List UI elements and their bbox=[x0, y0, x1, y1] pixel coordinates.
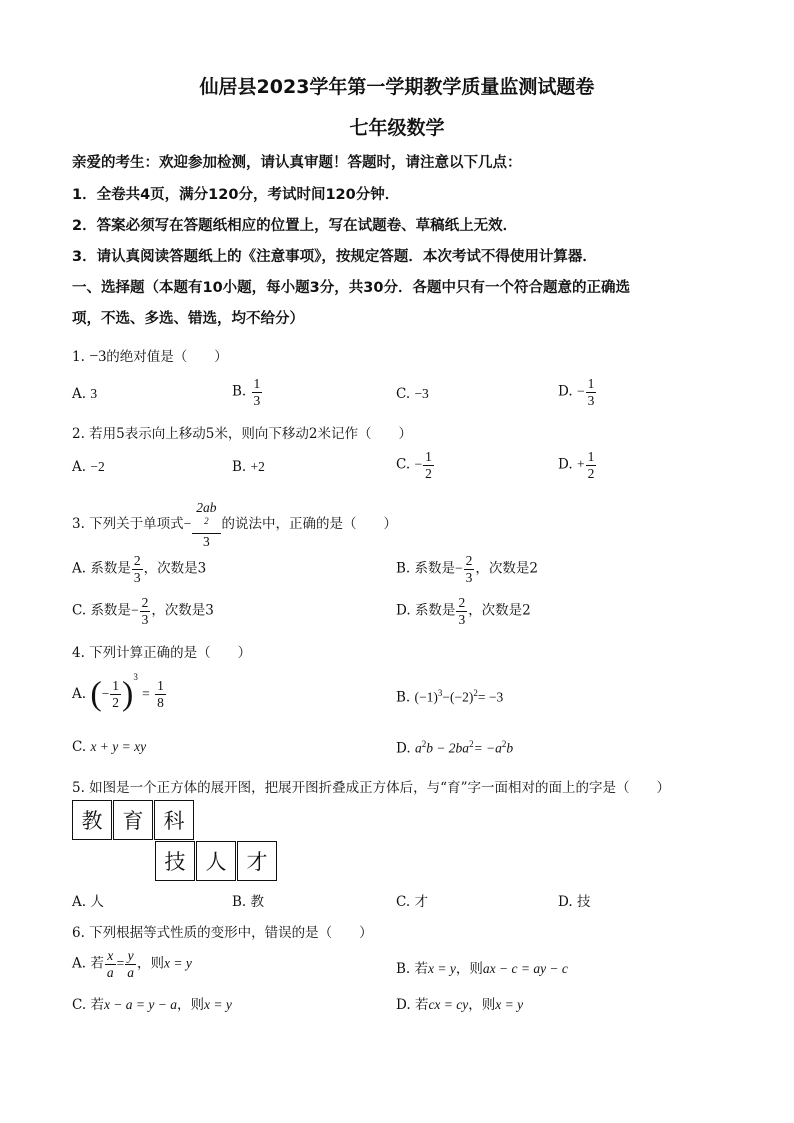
option-value: 才 bbox=[414, 894, 428, 910]
option-d: D. 若cx = cy，则x = y bbox=[396, 997, 524, 1013]
option-label: C. bbox=[396, 386, 411, 402]
question-2: 2. 若用5表示向上移动5米，则向下移动2米记作（ ） bbox=[72, 426, 412, 442]
option-d: D. 系数是 $\frac{2}{3}$ ，次数是2 bbox=[396, 595, 531, 627]
option-label: A. bbox=[72, 459, 87, 475]
option-value: 3 bbox=[90, 386, 98, 401]
fraction: $\frac{1}{3}$ bbox=[253, 376, 261, 408]
option-c: C. 系数是− $\frac{2}{3}$ ，次数是3 bbox=[72, 595, 214, 627]
question-3 bbox=[72, 500, 397, 549]
option-label: C. bbox=[72, 739, 87, 755]
option-label: B. bbox=[232, 459, 247, 475]
option-b bbox=[232, 459, 265, 475]
option-value: +2 bbox=[250, 459, 265, 474]
option-a bbox=[72, 890, 104, 910]
notice-item: 2．答案必须写在答题纸相应的位置上，写在试题卷、草稿纸上无效． bbox=[72, 218, 518, 234]
net-cell: 人 bbox=[196, 841, 236, 881]
option-c bbox=[396, 386, 429, 402]
net-cell: 科 bbox=[154, 800, 194, 840]
section-heading: 一、选择题（本题有10小题，每小题3分，共30分．各题中只有一个符合题意的正确选 bbox=[72, 280, 630, 296]
notice-item: 1．全卷共4页，满分120分，考试时间120分钟． bbox=[72, 187, 400, 203]
net-cell: 才 bbox=[237, 841, 277, 881]
option-a: A. (− $\frac{1}{2}$ )$^3$ = $\frac{1}{8}$ bbox=[72, 672, 164, 713]
question-number: 1. bbox=[72, 349, 85, 365]
question-4: 4. 下列计算正确的是（ ） bbox=[72, 645, 252, 661]
page-title: 仙居县2023学年第一学期教学质量监测试题卷 bbox=[199, 76, 595, 98]
option-d bbox=[558, 376, 597, 408]
net-cell: 育 bbox=[113, 800, 153, 840]
option-label: D. bbox=[558, 456, 573, 473]
question-5: 5. 如图是一个正方体的展开图，把展开图折叠成正方体后，与“育”字一面相对的面上的字是（ ） bbox=[72, 780, 670, 796]
option-b: B. 系数是− $\frac{2}{3}$ ，次数是2 bbox=[396, 553, 538, 585]
option-d bbox=[558, 890, 590, 910]
question-text: 的说法中，正确的是（ ） bbox=[221, 516, 398, 533]
fraction: $\frac{2}{3}$ bbox=[458, 595, 466, 627]
fraction: $\frac{2}{3}$ bbox=[465, 553, 473, 585]
option-a: A. 系数是 $\frac{2}{3}$ ，次数是3 bbox=[72, 553, 207, 585]
option-a bbox=[72, 459, 105, 475]
option-a: A. 若 $\frac{x}{a}$ = $\frac{y}{a}$ ，则x = y bbox=[72, 948, 192, 980]
option-label: B. bbox=[396, 961, 411, 977]
option-label: D. bbox=[396, 740, 411, 757]
option-c: C. x + y = xy bbox=[72, 739, 147, 755]
option-value: −2 bbox=[90, 459, 105, 474]
question-6: 6. 下列根据等式性质的变形中，错误的是（ ） bbox=[72, 925, 373, 941]
question-text: 3. 下列关于单项式 bbox=[72, 516, 184, 533]
option-value: −3 bbox=[414, 386, 429, 401]
fraction: $\frac{1}{2}$ bbox=[425, 449, 432, 481]
option-label: C. bbox=[72, 602, 87, 619]
math-expression: −3 bbox=[89, 348, 107, 365]
notice-intro: 亲爱的考生：欢迎参加检测，请认真审题！答题时，请注意以下几点： bbox=[72, 155, 522, 171]
sign: − bbox=[576, 383, 585, 399]
option-c: C. 若x − a = y − a，则x = y bbox=[72, 997, 232, 1013]
fraction: 2ab $^2$ 3 bbox=[192, 500, 220, 549]
option-label: A. bbox=[72, 386, 87, 402]
option-value: 技 bbox=[576, 894, 591, 910]
option-label: C. bbox=[396, 894, 411, 910]
option-d bbox=[558, 449, 597, 481]
option-c bbox=[396, 890, 428, 910]
fraction: $\frac{1}{2}$ bbox=[112, 678, 120, 710]
sign: − bbox=[414, 456, 423, 472]
option-label: C. bbox=[72, 997, 87, 1013]
option-label: A. bbox=[72, 955, 87, 972]
option-value: 教 bbox=[250, 894, 265, 910]
option-b bbox=[232, 376, 263, 408]
fraction: $\frac{2}{3}$ bbox=[133, 553, 141, 585]
option-a bbox=[72, 386, 97, 402]
option-b: B. $(-1)^3-(-2)^2= -3$ bbox=[396, 688, 504, 706]
option-label: A. bbox=[72, 894, 87, 910]
net-cell: 技 bbox=[155, 841, 195, 881]
notice-item: 3．请认真阅读答题纸上的《注意事项》，按规定答题．本次考试不得使用计算器． bbox=[72, 249, 597, 265]
option-label: B. bbox=[396, 560, 411, 577]
option-b bbox=[232, 890, 264, 910]
fraction: $\frac{y}{a}$ bbox=[127, 948, 134, 980]
fraction: $\frac{1}{3}$ bbox=[587, 376, 595, 408]
fraction: $\frac{x}{a}$ bbox=[106, 948, 114, 980]
fraction: $\frac{1}{8}$ bbox=[157, 678, 164, 710]
option-label: A. bbox=[72, 560, 87, 577]
option-label: D. bbox=[396, 997, 411, 1013]
option-label: D. bbox=[558, 894, 573, 910]
net-cell: 教 bbox=[72, 800, 112, 840]
option-label: B. bbox=[396, 689, 411, 706]
sign: + bbox=[576, 456, 585, 472]
option-label: B. bbox=[232, 383, 247, 400]
fraction: $\frac{2}{3}$ bbox=[141, 595, 149, 627]
question-text: 的绝对值是（ ） bbox=[106, 349, 228, 365]
option-c bbox=[396, 449, 435, 481]
option-value: 人 bbox=[90, 894, 104, 910]
section-heading: 项，不选、多选、错选，均不给分） bbox=[72, 311, 304, 327]
cube-net-diagram bbox=[72, 800, 282, 882]
page-subtitle: 七年级数学 bbox=[349, 117, 445, 139]
fraction: $\frac{1}{2}$ bbox=[587, 449, 595, 481]
option-label: D. bbox=[558, 383, 573, 400]
question-1 bbox=[72, 345, 228, 366]
option-label: C. bbox=[396, 456, 411, 473]
option-d: D. $a^2b - 2ba^2= -a^2b$ bbox=[396, 739, 514, 757]
option-label: D. bbox=[396, 602, 411, 619]
option-label: A. bbox=[72, 686, 87, 702]
option-b: B. 若x = y，则ax − c = ay − c bbox=[396, 961, 568, 977]
option-label: B. bbox=[232, 894, 247, 910]
sign: − bbox=[183, 516, 192, 532]
